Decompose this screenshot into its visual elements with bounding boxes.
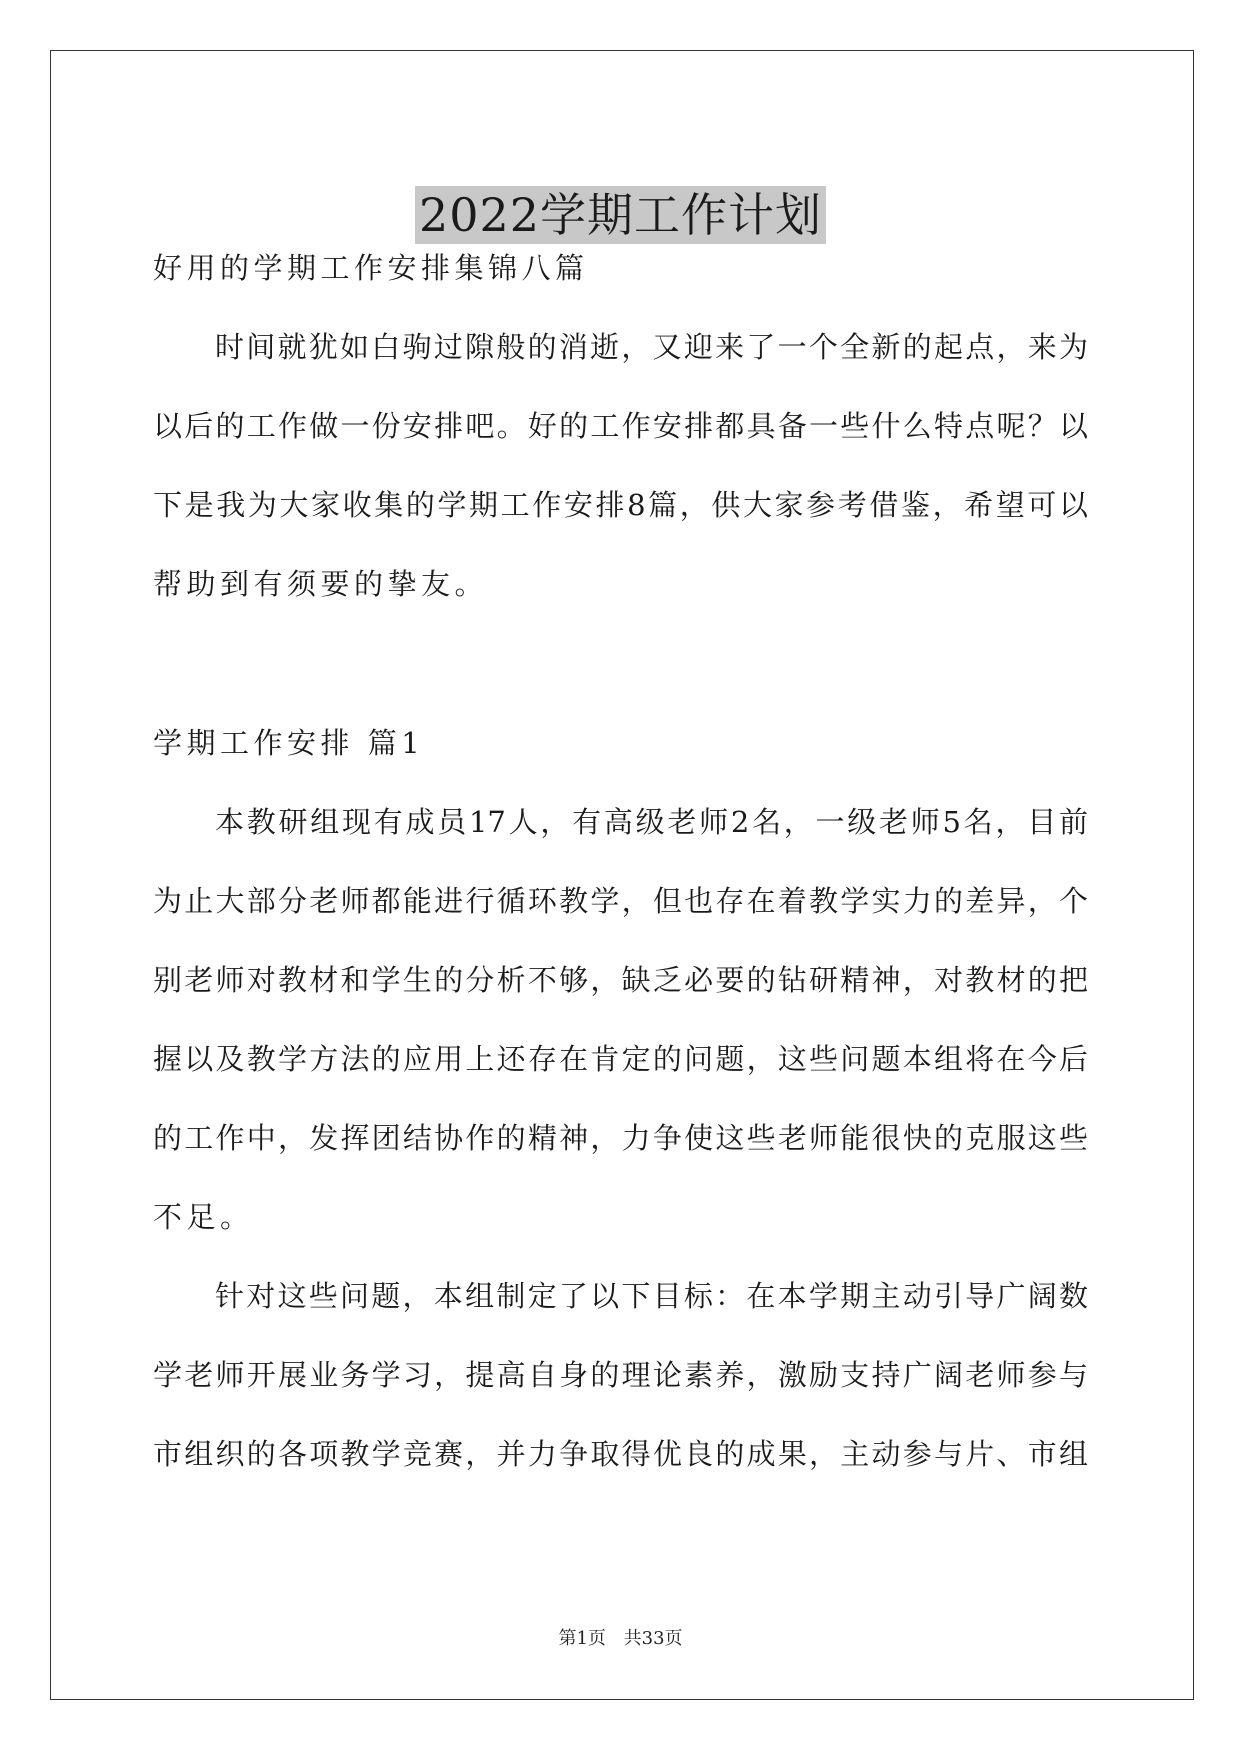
- paragraph2-line: 针对这些问题，本组制定了以下目标：在本学期主动引导广阔数: [215, 1279, 1088, 1313]
- intro-line: 时间就犹如白驹过隙般的消逝，又迎来了一个全新的起点，来为: [215, 330, 1088, 364]
- page-total: 共33页: [623, 1628, 683, 1649]
- document-subtitle: 好用的学期工作安排集锦八篇: [153, 251, 589, 285]
- document-title: 2022学期工作计划: [415, 186, 826, 244]
- document-body: [153, 240, 1088, 1505]
- page-number: 第1页: [558, 1628, 606, 1649]
- intro-line: 帮助到有须要的挚友。: [153, 567, 489, 601]
- paragraph2-line: 学老师开展业务学习，提高自身的理论素养，激励支持广阔老师参与: [153, 1358, 1088, 1392]
- paragraph1-line: 的工作中，发挥团结协作的精神，力争使这些老师能很快的克服这些: [153, 1121, 1088, 1155]
- paragraph1-line: 不足。: [153, 1200, 254, 1234]
- intro-line: 以后的工作做一份安排吧。好的工作安排都具备一些什么特点呢？以: [153, 409, 1088, 443]
- intro-line: 下是我为大家收集的学期工作安排8篇，供大家参考借鉴，希望可以: [153, 488, 1088, 522]
- paragraph1-line: 握以及教学方法的应用上还存在肯定的问题，这些问题本组将在今后: [153, 1042, 1088, 1076]
- page-footer: [0, 1624, 1241, 1650]
- paragraph1-line: 本教研组现有成员17人，有高级老师2名，一级老师5名，目前: [215, 805, 1088, 839]
- paragraph1-line: 为止大部分老师都能进行循环教学，但也存在着教学实力的差异，个: [153, 884, 1088, 918]
- paragraph-gap: [153, 635, 1088, 715]
- paragraph1-line: 别老师对教材和学生的分析不够，缺乏必要的钻研精神，对教材的把: [153, 963, 1088, 997]
- section-heading: 学期工作安排 篇1: [153, 726, 425, 760]
- paragraph2-line: 市组织的各项教学竞赛，并力争取得优良的成果，主动参与片、市组: [153, 1437, 1088, 1471]
